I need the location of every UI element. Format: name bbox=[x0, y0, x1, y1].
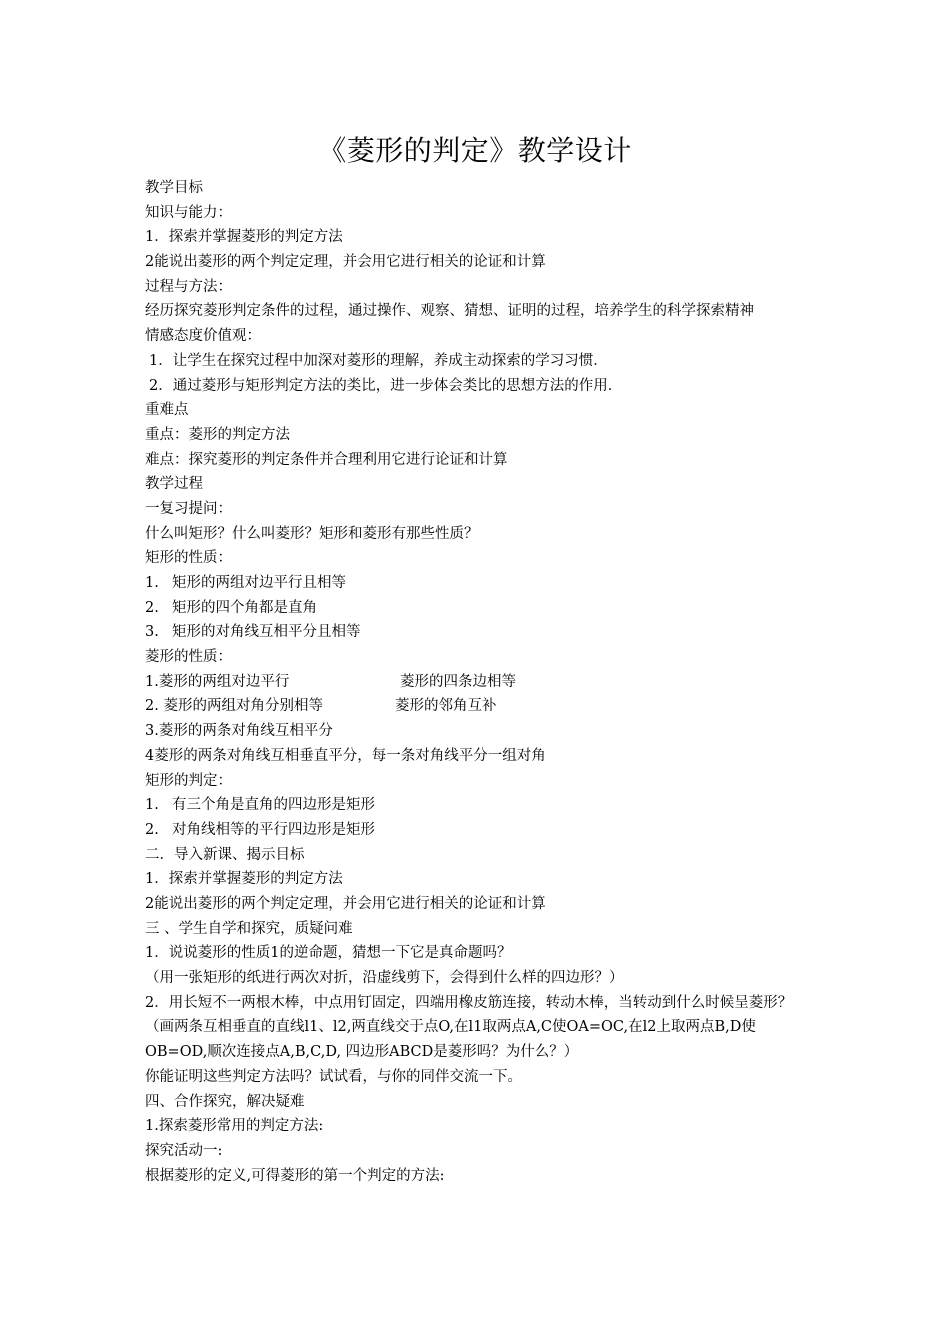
paragraph: 难点：探究菱形的判定条件并合理利用它进行论证和计算 bbox=[145, 451, 508, 468]
subheading: 矩形的性质： bbox=[145, 550, 232, 567]
list-text: 矩形的对角线互相平分且相等 bbox=[172, 624, 361, 641]
subheading: 矩形的判定： bbox=[145, 772, 232, 789]
paragraph: 2．通过菱形与矩形判定方法的类比，进一步体会类比的思想方法的作用． bbox=[149, 377, 623, 394]
paragraph: 2．用长短不一两根木棒，中点用钉固定，四端用橡皮筋连接，转动木棒，当转动到什么时候呈菱形？（画两条互相垂直的直线l1、l2,两直线交于点O,在l1取两点A,C使OA=OC,在l2上取两点B,D使OB=OD,顺次连接点A,B,C,D, 四边形ABCD是菱形吗？为什么？） bbox=[145, 994, 793, 1061]
list-number: 2. bbox=[145, 821, 159, 838]
list-number: 2. bbox=[145, 599, 159, 616]
list-text: 有三个角是直角的四边形是矩形 bbox=[172, 797, 375, 814]
paragraph: 经历探究菱形判定条件的过程，通过操作、观察、猜想、证明的过程，培养学生的科学探索精神 bbox=[145, 303, 754, 320]
text-segment: 菱形的邻角互补 bbox=[395, 698, 497, 715]
list-number: 1. bbox=[145, 797, 159, 814]
text-segment: 菱形的四条边相等 bbox=[400, 673, 516, 690]
paragraph: 2能说出菱形的两个判定定理，并会用它进行相关的论证和计算 bbox=[145, 254, 546, 271]
heading-key-points: 重难点 bbox=[145, 402, 189, 419]
paragraph: 你能证明这些判定方法吗？试试看，与你的同伴交流一下。 bbox=[145, 1068, 522, 1085]
paragraph: 1.探索菱形常用的判定方法: bbox=[145, 1118, 324, 1135]
list-text: 矩形的四个角都是直角 bbox=[172, 599, 317, 616]
text-segment: 2. 菱形的两组对角分别相等 bbox=[145, 698, 323, 715]
list-number: 3. bbox=[145, 624, 159, 641]
paragraph: 1．说说菱形的性质1的逆命题，猜想一下它是真命题吗？ bbox=[145, 945, 512, 962]
paragraph: 3.菱形的两条对角线互相平分 bbox=[145, 723, 333, 740]
list-number: 1. bbox=[145, 575, 159, 592]
paragraph: 探究活动一: bbox=[145, 1142, 223, 1159]
paragraph bbox=[145, 670, 815, 695]
document-body bbox=[145, 176, 815, 1188]
paragraph: 2能说出菱形的两个判定定理，并会用它进行相关的论证和计算 bbox=[145, 895, 546, 912]
subheading: 情感态度价值观： bbox=[145, 328, 261, 345]
subheading: 一复习提问： bbox=[145, 500, 232, 517]
section-heading: 三 、学生自学和探究，质疑问难 bbox=[145, 920, 353, 937]
section-heading: 四、合作探究，解决疑难 bbox=[145, 1093, 305, 1110]
paragraph: 1．探索并掌握菱形的判定方法 bbox=[145, 871, 343, 888]
text-segment: 1.菱形的两组对边平行 bbox=[145, 673, 290, 690]
paragraph: 4菱形的两条对角线互相垂直平分，每一条对角线平分一组对角 bbox=[145, 747, 546, 764]
list-item bbox=[145, 818, 815, 843]
heading-goals: 教学目标 bbox=[145, 180, 203, 196]
paragraph: 什么叫矩形？什么叫菱形？矩形和菱形有那些性质？ bbox=[145, 525, 479, 542]
list-item bbox=[145, 596, 815, 621]
paragraph bbox=[145, 694, 815, 719]
subheading: 过程与方法： bbox=[145, 278, 232, 295]
paragraph: 1．让学生在探究过程中加深对菱形的理解，养成主动探索的学习习惯． bbox=[149, 352, 608, 369]
list-text: 矩形的两组对边平行且相等 bbox=[172, 575, 346, 592]
list-item bbox=[145, 571, 815, 596]
section-heading: 二．导入新课、揭示目标 bbox=[145, 846, 305, 863]
paragraph: 1．探索并掌握菱形的判定方法 bbox=[145, 229, 343, 246]
document-title: 《菱形的判定》教学设计 bbox=[318, 134, 632, 167]
subheading: 菱形的性质： bbox=[145, 649, 232, 666]
paragraph: （用一张矩形的纸进行两次对折，沿虚线剪下，会得到什么样的四边形？） bbox=[145, 970, 624, 987]
paragraph: 重点：菱形的判定方法 bbox=[145, 426, 290, 443]
heading-process: 教学过程 bbox=[145, 476, 203, 493]
list-item bbox=[145, 620, 815, 645]
paragraph: 根据菱形的定义,可得菱形的第一个判定的方法: bbox=[145, 1167, 445, 1184]
list-item bbox=[145, 793, 815, 818]
subheading: 知识与能力： bbox=[145, 204, 232, 221]
list-text: 对角线相等的平行四边形是矩形 bbox=[172, 821, 375, 838]
